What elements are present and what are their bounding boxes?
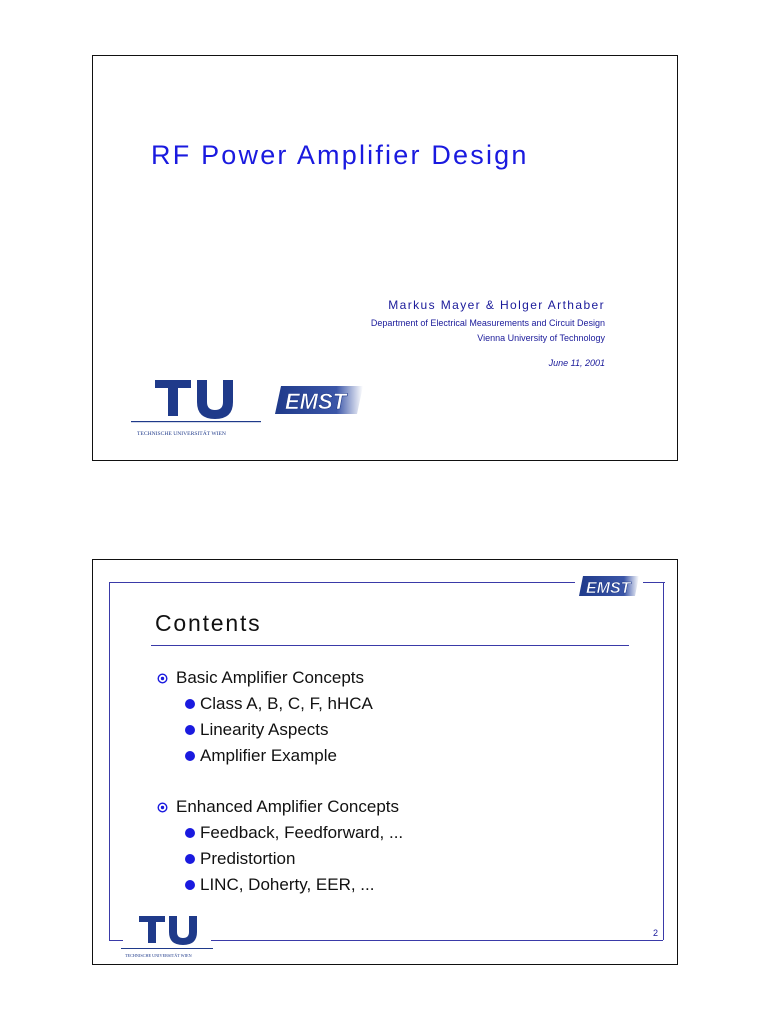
section-item — [157, 668, 364, 688]
emst-logo — [577, 570, 639, 602]
tu-wien-logo — [131, 374, 261, 444]
section-label: Enhanced Amplifier Concepts — [176, 797, 400, 816]
frame-right-line — [663, 582, 664, 940]
department: Department of Electrical Measurements and Circuit Design — [370, 318, 605, 328]
section-item — [157, 797, 399, 817]
sub-item-label: Linearity Aspects — [200, 720, 329, 739]
sub-item — [185, 746, 337, 766]
sub-item-label: LINC, Doherty, EER, ... — [200, 875, 375, 894]
presentation-title: RF Power Amplifier Design — [151, 140, 529, 170]
tu-wien-logo — [121, 912, 213, 962]
sub-item-label: Feedback, Feedforward, ... — [200, 823, 404, 842]
sub-item — [185, 720, 329, 740]
page-number: 2 — [653, 928, 659, 938]
dot-bullet-icon — [185, 854, 195, 864]
dot-bullet-icon — [185, 725, 195, 735]
presentation-date: June 11, 2001 — [548, 358, 605, 368]
circle-dot-bullet-icon — [157, 802, 168, 813]
title-underline — [151, 645, 629, 646]
slide-title: Contents — [155, 610, 262, 636]
sub-item — [185, 849, 295, 869]
dot-bullet-icon — [185, 828, 195, 838]
authors: Markus Mayer & Holger Arthaber — [388, 298, 605, 312]
frame-bottom-line — [211, 940, 663, 941]
section-label: Basic Amplifier Concepts — [176, 668, 365, 687]
tu-logo-caption: TECHNISCHE UNIVERSITÄT WIEN — [125, 953, 192, 958]
sub-item-label: Predistortion — [200, 849, 296, 868]
sub-item — [185, 875, 374, 895]
sub-item-label: Amplifier Example — [200, 746, 337, 765]
emst-logo-text: EMST — [586, 580, 631, 597]
title-slide — [92, 55, 678, 461]
dot-bullet-icon — [185, 699, 195, 709]
sub-item-label: Class A, B, C, F, hHCA — [200, 694, 373, 713]
dot-bullet-icon — [185, 880, 195, 890]
sub-item — [185, 823, 403, 843]
university: Vienna University of Technology — [477, 333, 605, 343]
frame-left-line — [109, 582, 110, 940]
sub-item — [185, 694, 373, 714]
frame-top-right-line — [643, 582, 665, 583]
frame-top-line — [109, 582, 575, 583]
circle-dot-bullet-icon — [157, 673, 168, 684]
emst-logo-text: EMST — [285, 389, 347, 414]
emst-logo — [273, 378, 363, 422]
dot-bullet-icon — [185, 751, 195, 761]
contents-slide — [92, 559, 678, 965]
tu-logo-caption: TECHNISCHE UNIVERSITÄT WIEN — [137, 431, 226, 437]
